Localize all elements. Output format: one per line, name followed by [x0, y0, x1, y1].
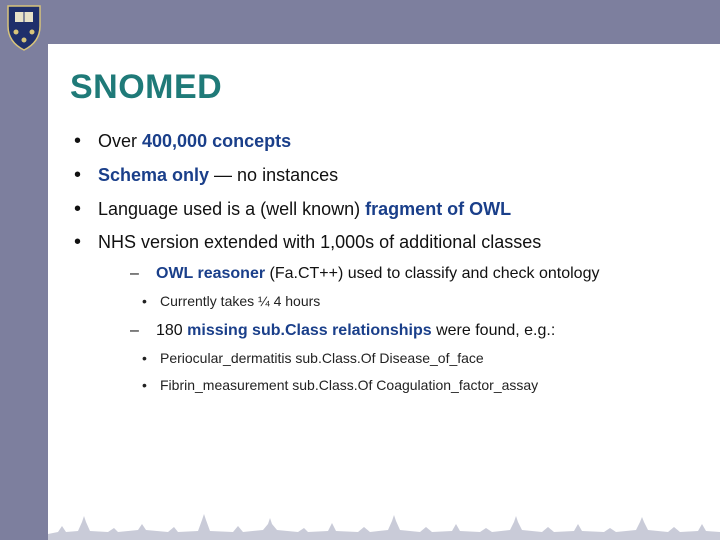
bullet-glyph: •: [74, 198, 82, 220]
sub-sub-bullet-text: Periocular_dermatitis sub.Class.Of Disease_of_face: [160, 350, 484, 366]
dash-glyph: –: [130, 265, 139, 282]
slide-title: SNOMED: [70, 68, 223, 106]
sub-sub-bullet-text: Currently takes ¼ 4 hours: [160, 293, 321, 309]
bullet-glyph: •: [142, 293, 147, 309]
bullet-highlight: Schema only: [98, 165, 210, 185]
header-band: [0, 0, 720, 44]
bullet-glyph: •: [142, 377, 147, 393]
bullet-glyph: •: [74, 164, 82, 186]
dash-glyph: –: [130, 322, 139, 339]
bullet-text: NHS version extended with 1,000s of additional classes: [98, 232, 542, 252]
sub-bullet-highlight: missing sub.Class relationships: [187, 322, 432, 339]
bullet-text: Language used is a (well known): [98, 199, 366, 219]
city-skyline-icon: [48, 512, 720, 540]
sub-bullet-text-end: were found, e.g.:: [431, 322, 556, 339]
sub-bullet-text-end: (Fa.CT++) used to classify and check ontology: [265, 265, 600, 282]
bullet-highlight: 400,000 concepts: [142, 131, 292, 151]
bullet-text-end: — no instances: [209, 165, 339, 185]
sub-bullet-highlight: OWL reasoner: [156, 265, 266, 282]
bullet-glyph: •: [142, 350, 147, 366]
sub-sub-bullet-text: Fibrin_measurement sub.Class.Of Coagulation_factor_assay: [160, 377, 539, 393]
bullet-glyph: •: [74, 130, 82, 152]
bullet-glyph: •: [74, 231, 82, 253]
left-band: [0, 0, 48, 540]
bullet-text: Over: [98, 131, 143, 151]
sub-bullet-text: 180: [156, 322, 188, 339]
bullet-highlight: fragment of OWL: [365, 199, 512, 219]
crest-icon: [4, 2, 44, 54]
